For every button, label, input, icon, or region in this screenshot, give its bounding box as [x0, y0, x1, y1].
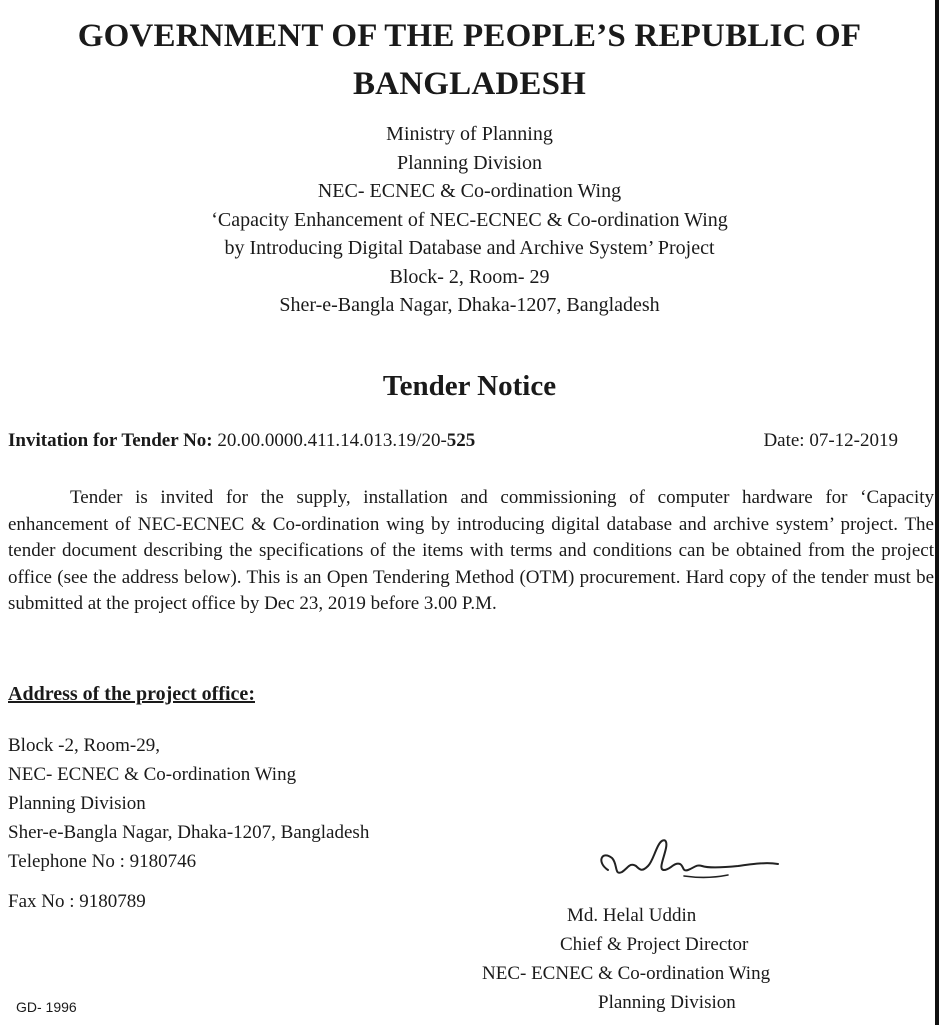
- government-title-line-2: BANGLADESH: [352, 66, 587, 102]
- ift-number-suffix: 525: [446, 430, 476, 451]
- division-name: Planning Division: [396, 151, 542, 174]
- wing-name: NEC- ECNEC & Co-ordination Wing: [317, 180, 622, 202]
- invitation-for-tender-row: [8, 428, 898, 454]
- signatory-block: [482, 901, 860, 1017]
- signatory-title: Chief & Project Director: [560, 934, 749, 955]
- telephone-number: Telephone No : 9180746: [8, 851, 197, 872]
- gd-reference-code: GD- 1996: [16, 999, 77, 1015]
- ift-number: 20.00.0000.411.14.013.19/20-: [217, 430, 447, 451]
- handwritten-signature: [588, 832, 788, 892]
- government-title-line-1: GOVERNMENT OF THE PEOPLE’S REPUBLIC OF: [77, 18, 862, 54]
- address-line-block-room: Block -2, Room-29,: [8, 735, 160, 756]
- block-room: Block- 2, Room- 29: [389, 265, 550, 288]
- address-line-wing: NEC- ECNEC & Co-ordination Wing: [8, 764, 297, 785]
- project-name-line-1: ‘Capacity Enhancement of NEC-ECNEC & Co-ordination Wing: [211, 208, 728, 231]
- ministry-header-block: [0, 120, 939, 320]
- ministry-name: Ministry of Planning: [386, 123, 553, 145]
- address-line-location: Sher-e-Bangla Nagar, Dhaka-1207, Bangladesh: [8, 822, 370, 843]
- notice-date: Date: 07-12-2019: [763, 430, 898, 451]
- address-line-division: Planning Division: [8, 793, 146, 814]
- header-location: Sher-e-Bangla Nagar, Dhaka-1207, Bangladesh: [279, 294, 660, 316]
- project-name-line-2: by Introducing Digital Database and Archive System’ Project: [224, 237, 715, 259]
- project-office-address: [8, 731, 369, 847]
- signatory-name: Md. Helal Uddin: [567, 905, 697, 926]
- tender-notice-heading: Tender Notice: [382, 370, 557, 402]
- fax-number: Fax No : 9180789: [8, 891, 146, 912]
- ift-label: Invitation for Tender No:: [8, 430, 213, 451]
- signatory-division: Planning Division: [598, 992, 736, 1013]
- project-office-address-heading: Address of the project office:: [8, 683, 255, 705]
- government-title: [0, 12, 939, 108]
- tender-description-paragraph: Tender is invited for the supply, installation and commissioning of computer hardware for ‘Capacity enhancement of NEC-ECNEC & Co-ordination wing by introducing digital database and archive system’ project. The tender document describing the specifications of the items with terms and conditions can be obtained from the project office (see the address below). This is an Open Tendering Method (OTM) procurement. Hard copy of the tender must be submitted at the project office by Dec 23, 2019 before 3.00 P.M.: [8, 487, 934, 614]
- signatory-wing: NEC- ECNEC & Co-ordination Wing: [482, 963, 771, 984]
